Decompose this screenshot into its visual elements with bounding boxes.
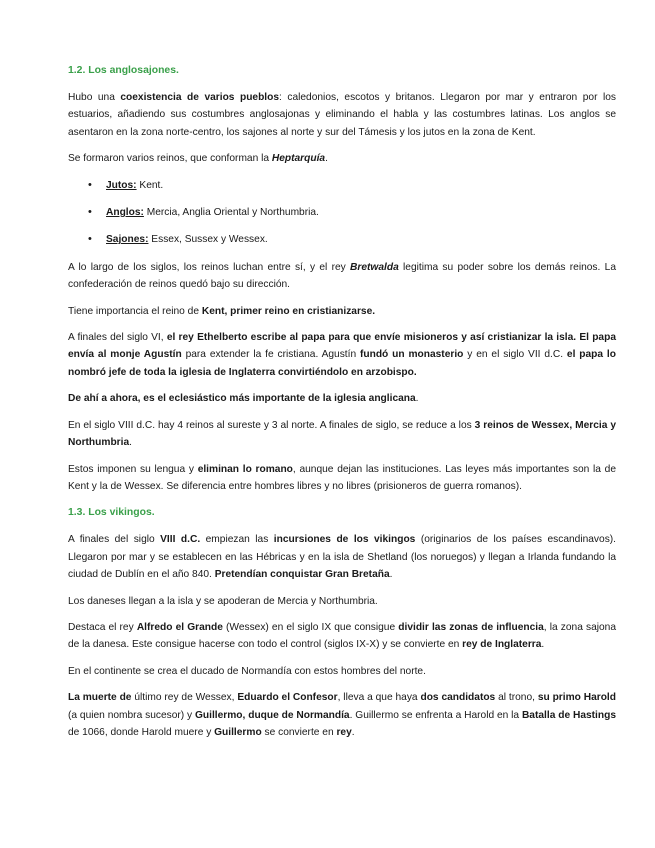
bold-text: su primo Harold <box>537 692 616 704</box>
text-run: En el siglo VIII d.C. hay 4 reinos al sureste y 3 al norte. A finales de siglo, se reduce a los <box>68 419 475 431</box>
text-run: A finales del siglo <box>68 534 161 546</box>
bold-text: Alfredo el Grande <box>136 621 223 633</box>
paragraph <box>68 303 616 320</box>
bold-text: Guillermo, duque de Normandía <box>194 709 350 721</box>
text-run: se convierte en <box>261 726 337 738</box>
text-run: . <box>541 639 545 651</box>
text-run: . <box>389 569 393 581</box>
text-run: . <box>415 393 419 405</box>
bold-text: eliminan lo romano <box>197 463 293 475</box>
bold-text: Batalla de Hastings <box>521 709 616 721</box>
text-run: legitima su poder sobre los demás reinos. La confederación de reinos quedó bajo su dirección. <box>68 261 616 291</box>
text-run: , lleva a que haya <box>337 692 421 704</box>
paragraph <box>68 593 616 610</box>
text-run: (originarios de los países escandinavos). Llegaron por mar y se establecen en las Hébricas y en la isla de Shetland (los noruegos) y llegan a Irlanda fundando la ciudad de Dublín en el año 840. <box>68 534 617 581</box>
section-heading-vikingos: 1.3. Los vikingos. <box>68 507 155 519</box>
text-run: A lo largo de los siglos, los reinos luchan entre sí, y el rey <box>68 261 351 273</box>
kingdoms-list <box>68 177 616 249</box>
list-item <box>68 204 616 221</box>
text-run: En el continente se crea el ducado de Normandía con estos hombres del norte. <box>68 665 426 677</box>
bold-text: incursiones de los vikingos <box>273 534 416 546</box>
bold-text: fundó un monasterio <box>360 349 464 361</box>
list-item-label: Jutos: <box>106 179 137 191</box>
bold-text: Bretwalda <box>350 261 399 273</box>
list-item-text: Mercia, Anglia Oriental y Northumbria. <box>143 207 319 219</box>
paragraph <box>68 150 616 167</box>
text-run: : caledonios, escotos y britanos. Llegaron por mar y entraron por los estuarios, añadiendo sus costumbres anglosajonas y eliminando el habla y las costumbres latinas. Los anglos se asentaron en la zona norte-centro, los sajones al norte y sur del Támesis y los jutos en la zona de Kent. <box>68 92 616 138</box>
list-item-label: Anglos: <box>106 207 144 219</box>
paragraph <box>68 663 616 680</box>
paragraph <box>68 390 616 407</box>
text-run: , aunque dejan las instituciones. Las leyes más importantes son la de Kent y la de Wessex. Se diferencia entre hombres libres y no libres (prisioneros de guerra romanos). <box>68 463 617 492</box>
paragraph <box>68 619 616 654</box>
text-run: Se formaron varios reinos, que conforman la <box>68 153 272 165</box>
bold-text: Eduardo el Confesor <box>237 692 338 704</box>
bold-text: Guillermo <box>214 726 262 738</box>
bold-text: Kent, primer reino en cristianizarse. <box>201 305 376 317</box>
paragraph <box>68 531 616 583</box>
text-run: . <box>325 153 328 165</box>
text-run: , la zona sajona de la danesa. Este consigue hacerse con todo el control (siglos IX-X) y se convierte en <box>68 621 617 651</box>
bold-text: el rey Ethelberto escribe al papa para que envíe misioneros y así cristianizar la isla. El papa envía al monje Agustín <box>68 332 616 361</box>
text-run: empiezan las <box>200 534 274 546</box>
text-run: A finales del siglo VI, <box>68 332 167 344</box>
paragraph <box>68 89 616 141</box>
bold-text: Pretendían conquistar Gran Bretaña <box>214 569 390 581</box>
bold-text: VIII d.C. <box>160 534 201 546</box>
text-run: Destaca el rey <box>68 621 137 633</box>
text-run: al trono, <box>495 692 538 704</box>
text-run: último rey de Wessex, <box>131 692 238 704</box>
text-run: para extender la fe cristiana. Agustín <box>181 349 360 361</box>
text-run: y en el siglo VII d.C. <box>463 349 567 361</box>
list-item <box>68 177 616 194</box>
bold-text: La muerte de <box>68 692 132 704</box>
text-run: . <box>129 437 132 449</box>
text-run: Tiene importancia el reino de <box>68 305 202 317</box>
text-run: . Guillermo se enfrenta a Harold en la <box>349 709 522 721</box>
paragraph <box>68 461 616 496</box>
bold-text: rey <box>336 726 352 738</box>
text-run: Estos imponen su lengua y <box>68 463 198 475</box>
bold-text: De ahí a ahora, es el eclesiástico más importante de la iglesia anglicana <box>68 393 416 405</box>
bold-text: Heptarquía <box>271 153 326 165</box>
bold-text: coexistencia de varios pueblos <box>120 92 280 103</box>
bold-text: 3 reinos de Wessex, Mercia y Northumbria <box>68 419 616 449</box>
document-page <box>68 62 616 750</box>
bold-text: dividir las zonas de influencia <box>398 621 544 633</box>
paragraph <box>68 689 616 741</box>
text-run: (Wessex) en el siglo IX que consigue <box>222 621 399 633</box>
text-run: (a quien nombra sucesor) y <box>68 709 195 721</box>
bold-text: rey de Inglaterra <box>462 639 542 651</box>
section-heading-anglosajones: 1.2. Los anglosajones. <box>68 65 179 76</box>
text-run: Hubo una <box>68 92 121 103</box>
list-item <box>68 231 616 248</box>
bold-text: el papa lo nombró jefe de toda la iglesia de Inglaterra convirtiéndolo en arzobispo. <box>68 349 616 378</box>
list-item-text: Essex, Sussex y Wessex. <box>148 234 268 246</box>
paragraph <box>68 259 616 294</box>
list-item-label: Sajones: <box>106 234 149 246</box>
text-run: . <box>351 726 355 738</box>
bold-text: dos candidatos <box>420 692 496 704</box>
text-run: de 1066, donde Harold muere y <box>68 726 215 738</box>
text-run: Los daneses llegan a la isla y se apoderan de Mercia y Northumbria. <box>68 595 378 607</box>
list-item-text: Kent. <box>136 179 164 191</box>
paragraph <box>68 329 616 381</box>
paragraph <box>68 417 616 452</box>
